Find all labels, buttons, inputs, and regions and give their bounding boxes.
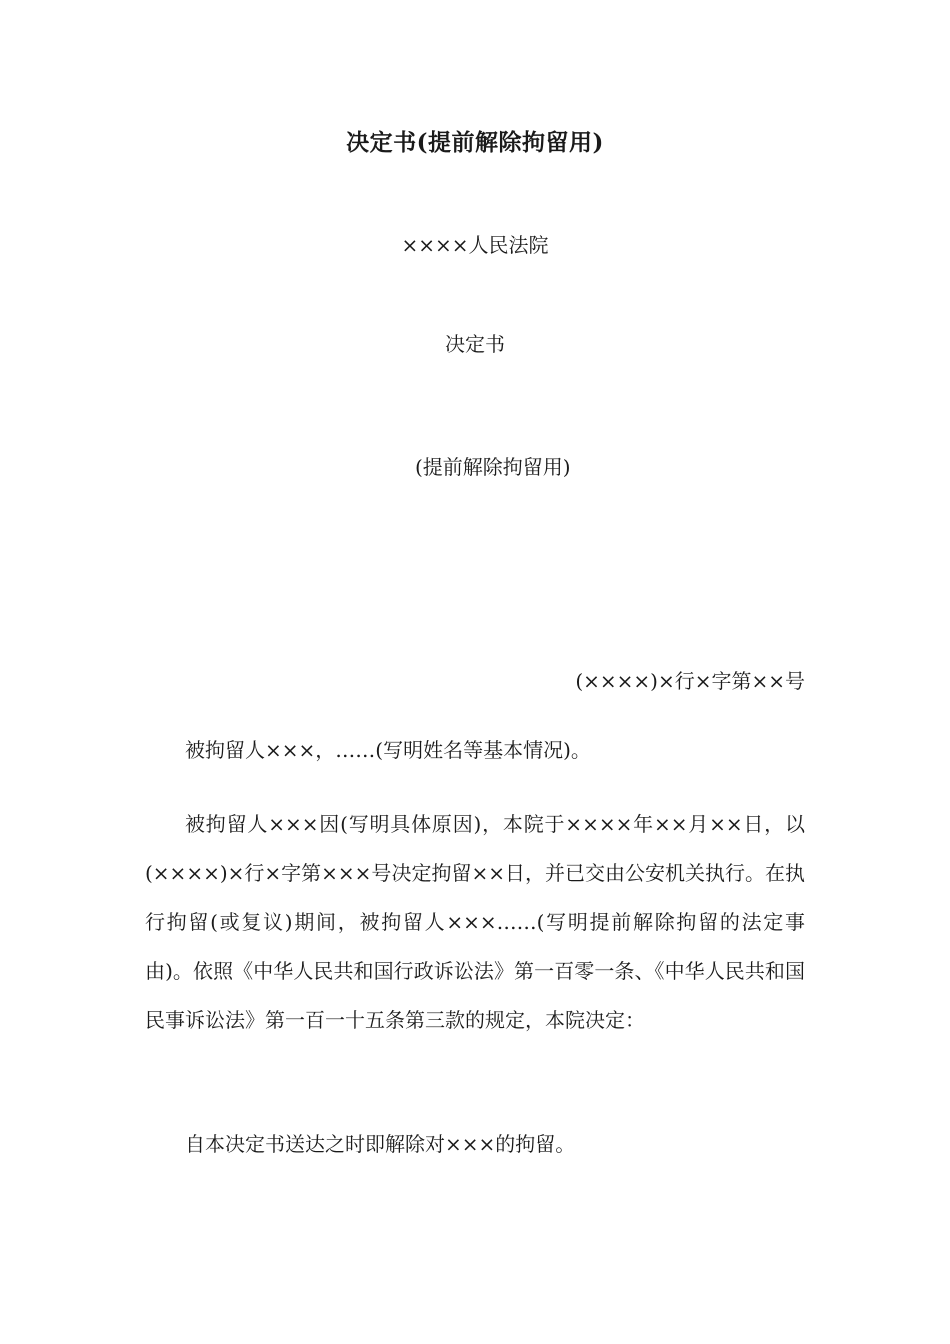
case-number: (××××)×行×字第××号 — [575, 669, 805, 693]
paragraph-decision: 自本决定书送达之时即解除对×××的拘留。 — [185, 1132, 576, 1156]
document-title: 决定书(提前解除拘留用) — [346, 129, 604, 156]
paragraph-reasons: 被拘留人×××因(写明具体原因)，本院于××××年××月××日，以(××××)×行×字第×××号决定拘留××日，并已交由公安机关执行。在执行拘留(或复议)期间，被拘留人×××……(写明提前解除拘留的法定事由)。依照《中华人民共和国行政诉讼法》第一百零一条、《中华人民共和国民事诉讼法》第一百一十五条第三款的规定，本院决定： — [145, 812, 805, 1032]
court-name: ××××人民法院 — [401, 233, 549, 257]
paragraph-detainee-info: 被拘留人×××，……(写明姓名等基本情况)。 — [185, 738, 591, 762]
document-subtype: (提前解除拘留用) — [415, 455, 571, 479]
document-type-heading: 决定书 — [445, 332, 505, 356]
